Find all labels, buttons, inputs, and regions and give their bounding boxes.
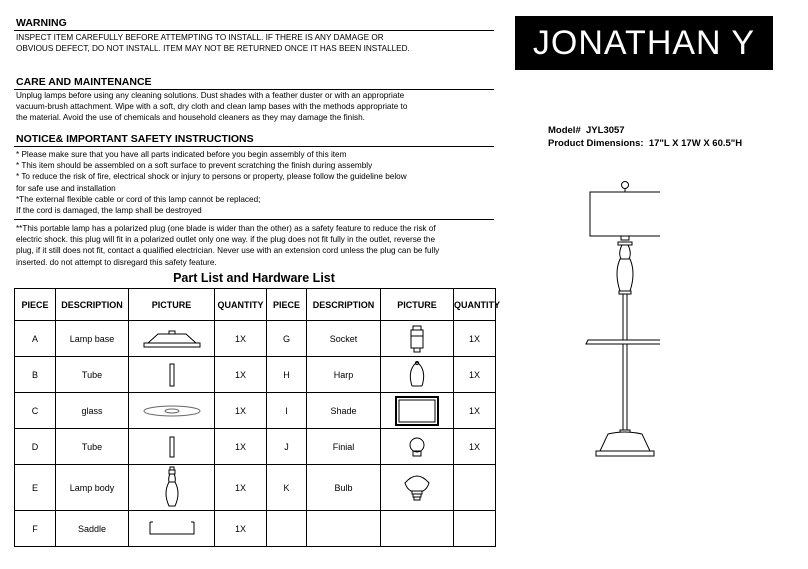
lamp-body-icon [617,259,633,291]
lamp-body-icon [164,466,180,510]
picture-cell [381,393,454,429]
warning-title: WARNING [16,17,67,29]
picture-cell [381,429,454,465]
piece-cell: D [15,429,56,465]
care-title: CARE AND MAINTENANCE [16,76,152,88]
warning-line: INSPECT ITEM CAREFULLY BEFORE ATTEMPTING TO INSTALL. IF THERE IS ANY DAMAGE OR [16,33,384,42]
picture-cell [381,321,454,357]
empty-cell [267,511,307,547]
description-cell: Socket [307,321,381,357]
notice-line: * Please make sure that you have all parts indicated before you begin assembly of this item [16,150,347,159]
description-cell: Lamp body [56,465,129,511]
header-description: DESCRIPTION [56,289,129,321]
quantity-cell: 1X [215,321,267,357]
glass-tray-icon [586,340,660,344]
dimensions-value: 17"L X 17W X 60.5"H [648,138,743,149]
piece-cell: B [15,357,56,393]
plug-rule [14,219,494,220]
plug-line: **This portable lamp has a polarized plug (one blade is wider than the other) as a safety feature to reduce the risk of [16,224,436,233]
picture-cell [129,321,215,357]
header-picture: PICTURE [381,289,454,321]
quantity-cell: 1X [215,357,267,393]
floor-lamp-illustration [580,175,660,475]
notice-line: *The external flexible cable or cord of this lamp cannot be replaced; [16,194,261,204]
care-line: vacuum-brush attachment. Wipe with a soft, dry cloth and clean lamp bases with the methods appropriate to [16,102,408,112]
description-cell: Saddle [56,511,129,547]
piece-cell: J [267,429,307,465]
table-row [15,429,496,465]
dimensions-label: Product Dimensions: [548,138,644,149]
piece-cell: A [15,321,56,357]
parts-list-title: Part List and Hardware List [173,271,335,285]
empty-cell [454,511,496,547]
description-cell: Shade [307,393,381,429]
quantity-cell [454,465,496,511]
piece-cell: K [267,465,307,511]
header-quantity: QUANTITY [215,289,267,321]
piece-cell: G [267,321,307,357]
header-picture: PICTURE [129,289,215,321]
picture-cell [381,357,454,393]
piece-cell: H [267,357,307,393]
picture-cell [129,511,215,547]
header-quantity: QUANTITY [454,289,496,321]
description-cell: Lamp base [56,321,129,357]
tube-icon [168,436,176,458]
notice-rule [14,146,494,147]
notice-title: NOTICE& IMPORTANT SAFETY INSTRUCTIONS [16,133,254,145]
model-label: Model# [548,125,581,136]
finial-icon [622,182,629,189]
table-header-row [15,289,496,321]
piece-cell: C [15,393,56,429]
quantity-cell: 1X [215,465,267,511]
notice-line: * To reduce the risk of fire, electrical shock or injury to persons or property, please follow the guideline below [16,172,407,182]
table-row [15,511,496,547]
harp-icon [406,360,428,390]
quantity-cell: 1X [454,429,496,465]
quantity-cell: 1X [215,511,267,547]
tube-icon [168,363,176,387]
picture-cell [381,465,454,511]
parts-table [14,288,500,547]
table-row [15,465,496,511]
glass-tray-icon [142,404,202,418]
warning-rule [14,30,494,31]
description-cell: Bulb [307,465,381,511]
header-description: DESCRIPTION [307,289,381,321]
lamp-base-icon [600,432,650,451]
model-line [548,125,625,136]
model-value: JYL3057 [586,125,625,136]
quantity-cell: 1X [454,357,496,393]
lamp-base-icon [142,328,202,350]
header-piece: PIECE [15,289,56,321]
shade-icon [590,192,660,236]
empty-cell [381,511,454,547]
shade-icon [395,396,439,426]
care-text [16,90,494,124]
picture-cell [129,393,215,429]
quantity-cell: 1X [454,393,496,429]
finial-icon [407,436,427,458]
piece-cell: E [15,465,56,511]
plug-text [16,223,494,268]
table-row [15,321,496,357]
table-row [15,393,496,429]
quantity-cell: 1X [454,321,496,357]
quantity-cell: 1X [215,429,267,465]
bulb-icon [402,473,432,503]
care-line: the material. Avoid the use of chemicals and household cleaners as they may damage the finish. [16,113,365,123]
plug-line: electric shock. this plug will fit in a polarized outlet only one way. if the plug does not fit fully in the outlet, reverse the [16,235,435,245]
notice-line: If the cord is damaged, the lamp shall be destroyed [16,206,202,216]
header-piece: PIECE [267,289,307,321]
notice-line: for safe use and installation [16,183,116,193]
notice-text [16,149,494,216]
picture-cell [129,465,215,511]
description-cell: Tube [56,429,129,465]
description-cell: Finial [307,429,381,465]
description-cell: Tube [56,357,129,393]
quantity-cell: 1X [215,393,267,429]
dimensions-line [548,138,742,149]
table-row [15,357,496,393]
socket-icon [407,324,427,354]
picture-cell [129,429,215,465]
description-cell: Harp [307,357,381,393]
saddle-icon [147,520,197,538]
socket-icon [621,236,629,240]
lamp-neck-icon [620,245,631,259]
warning-text [16,32,494,54]
piece-cell: F [15,511,56,547]
description-cell: glass [56,393,129,429]
plug-line: inserted. do not attempt to disregard this safety feature. [16,257,217,267]
warning-line: OBVIOUS DEFECT, DO NOT INSTALL. ITEM MAY NOT BE RETURNED ONCE IT HAS BEEN INSTALLED. [16,44,410,54]
empty-cell [307,511,381,547]
care-line: Unplug lamps before using any cleaning solutions. Dust shades with a feather duster or with an appropriate [16,91,405,100]
picture-cell [129,357,215,393]
brand-logo: JONATHAN Y [515,16,773,70]
notice-line: * This item should be assembled on a soft surface to prevent scratching the finish during assembly [16,161,373,171]
piece-cell: I [267,393,307,429]
plug-line: plug, if it still does not fit, contact a qualified electrician. Never use with an extension cord unless the plug can be fully [16,246,440,256]
